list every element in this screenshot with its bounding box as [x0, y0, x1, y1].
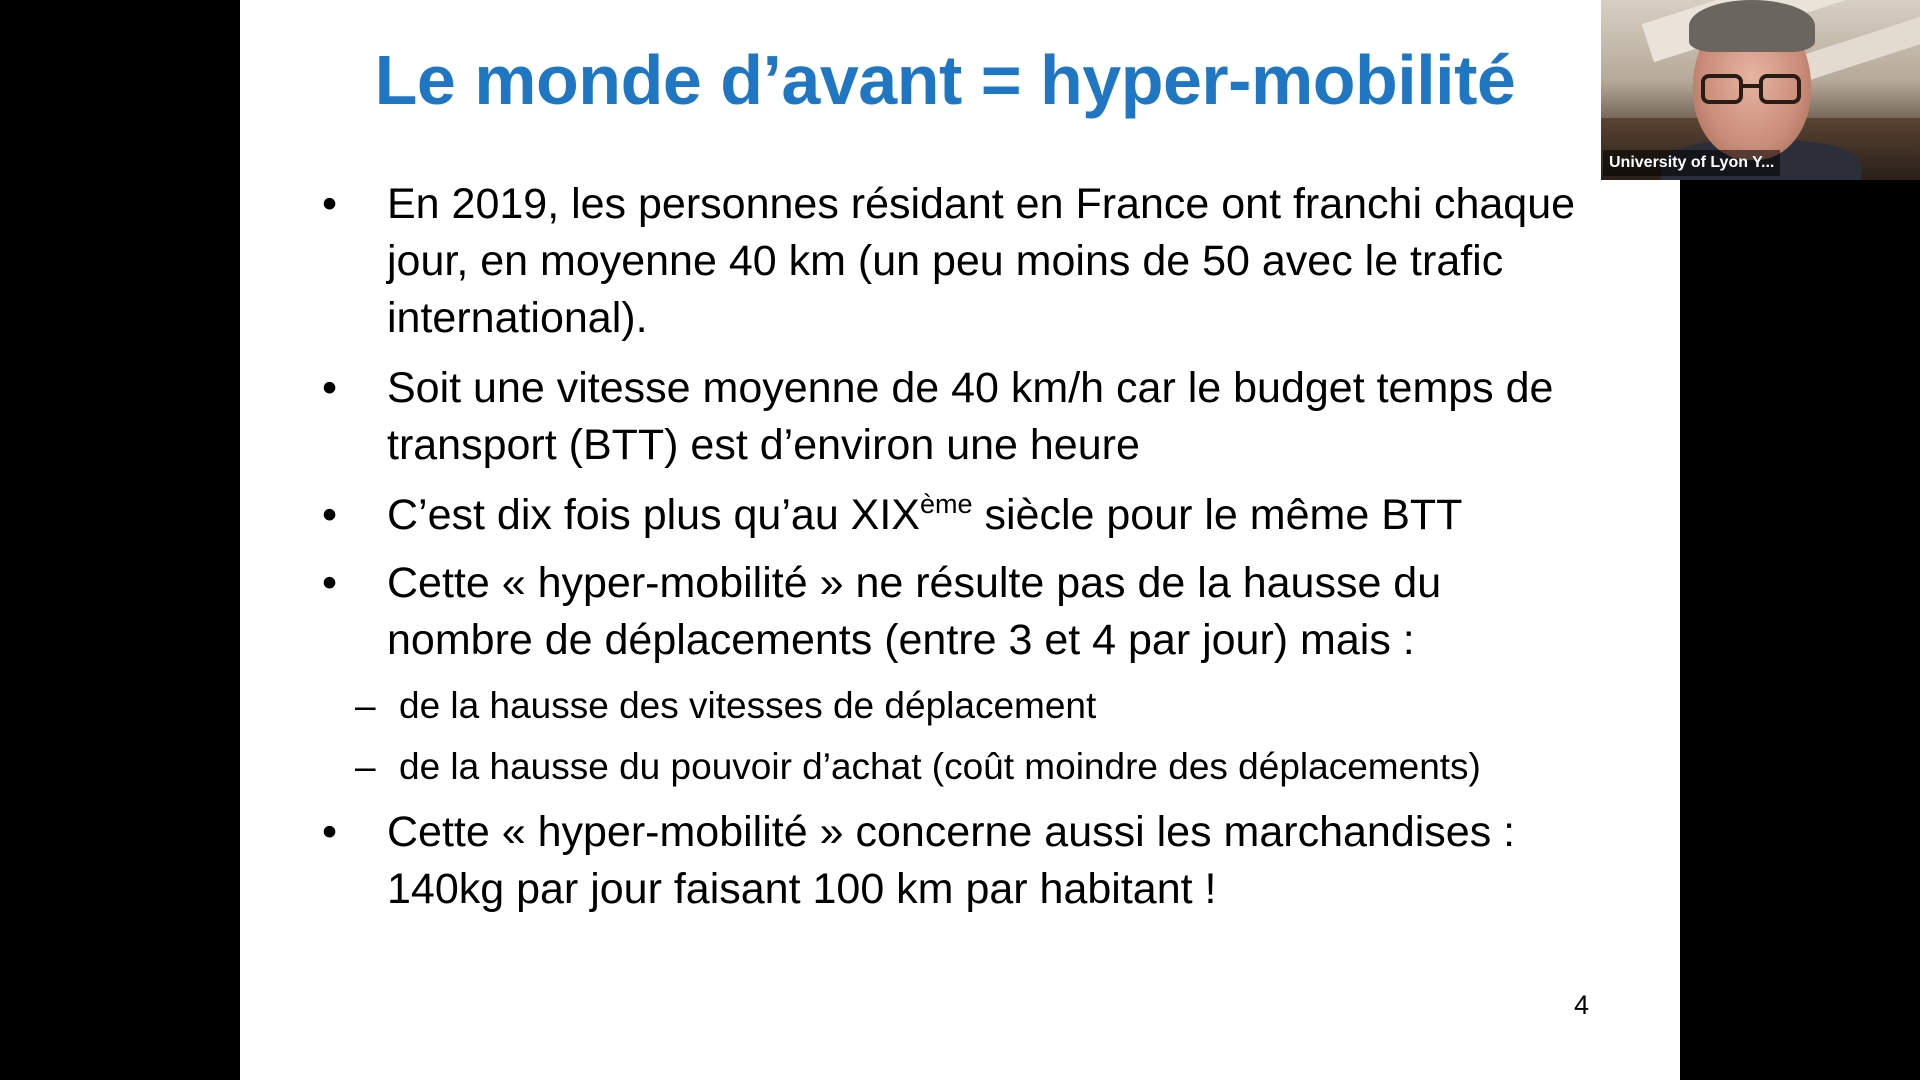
- bullet-marker: •: [322, 180, 338, 228]
- participant-video-tile[interactable]: [1601, 0, 1920, 180]
- slide-title: Le monde d’avant = hyper-mobilité: [374, 41, 1516, 119]
- bullet-text-before: C’est dix fois plus qu’au XIX: [387, 491, 920, 539]
- dash-marker: –: [355, 746, 376, 787]
- participant-hair: [1689, 0, 1815, 52]
- bullet-marker: •: [322, 364, 338, 412]
- bullet-text: [387, 487, 1727, 544]
- bullet-line: 140kg par jour faisant 100 km par habitant !: [387, 865, 1217, 913]
- bullet-marker: •: [322, 559, 338, 607]
- dash-marker: –: [355, 685, 376, 726]
- ordinal-superscript: ème: [920, 489, 973, 519]
- bullet-marker: •: [322, 491, 338, 539]
- bullet-line: En 2019, les personnes résidant en France ont franchi chaque: [387, 180, 1576, 228]
- sub-item-text: de la hausse du pouvoir d’achat (coût moindre des déplacements): [399, 746, 1481, 787]
- bullet-line: international).: [387, 294, 648, 342]
- participant-name-label: University of Lyon Y...: [1603, 150, 1780, 176]
- bullet-text-after: siècle pour le même BTT: [972, 491, 1463, 539]
- bullet-line: nombre de déplacements (entre 3 et 4 par jour) mais :: [387, 616, 1415, 664]
- sub-item-text: de la hausse des vitesses de déplacement: [399, 685, 1097, 726]
- bullet-line: [387, 487, 1727, 544]
- slide-page-number: 4: [1574, 990, 1590, 1020]
- bullet-text: [387, 804, 1727, 918]
- bullet-marker: •: [322, 808, 338, 856]
- slide-content: [240, 0, 1680, 1080]
- bullet-line: Cette « hyper-mobilité » ne résulte pas de la hausse du: [387, 559, 1442, 607]
- bullet-text: [387, 176, 1727, 347]
- bullet-text: [387, 555, 1727, 669]
- bullet-line: transport (BTT) est d’environ une heure: [387, 421, 1140, 469]
- bullet-line: jour, en moyenne 40 km (un peu moins de 50 avec le trafic: [387, 237, 1504, 285]
- glasses-icon: [1701, 74, 1805, 108]
- bullet-line: Soit une vitesse moyenne de 40 km/h car le budget temps de: [387, 364, 1554, 412]
- bullet-text: [387, 360, 1727, 474]
- presentation-slide: [240, 0, 1680, 1080]
- bullet-line: Cette « hyper-mobilité » concerne aussi les marchandises :: [387, 808, 1516, 856]
